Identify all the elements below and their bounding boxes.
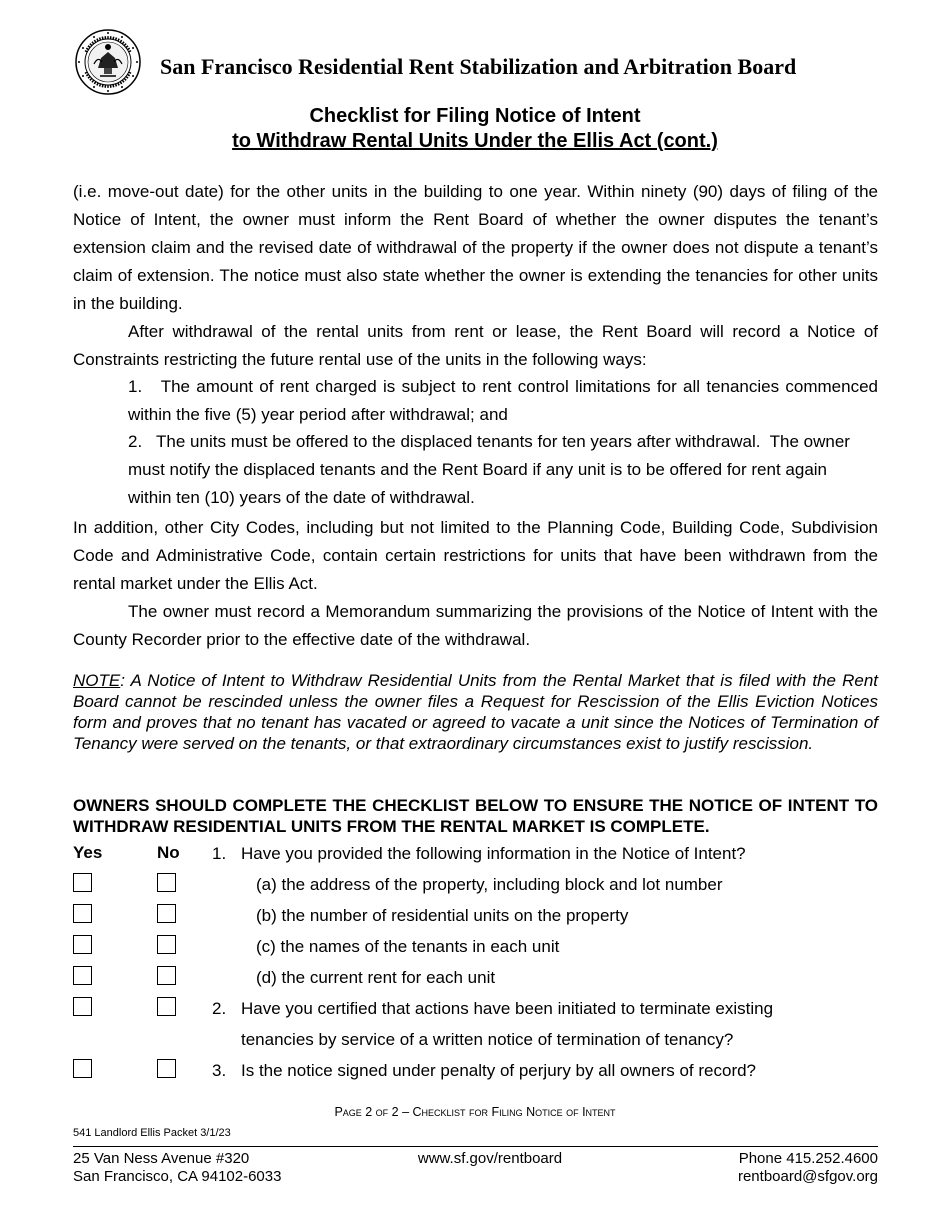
checklist-instruction: OWNERS SHOULD COMPLETE THE CHECKLIST BELOW TO ENSURE THE NOTICE OF INTENT TO WITHDRAW RESIDENTIAL UNITS FROM THE RENTAL MARKET IS COMPLETE.: [73, 796, 878, 836]
paragraph-extension: (i.e. move-out date) for the other units in the building to one year. Within ninety (90) days of filing of the Notice of Intent, the owner must inform the Rent Board of whether the owner disputes the tenant’s extension claim and the revised date of withdrawal of the property if the owner does not dispute a tenant’s claim of extension. The notice must also state whether the owner is extending the tenancies for other units in the building.: [73, 182, 878, 313]
address-line2: San Francisco, CA 94102-6033: [73, 1168, 282, 1185]
form-id: 541 Landlord Ellis Packet 3/1/23: [73, 1127, 231, 1139]
question-1b: (b) the number of residential units on the property: [256, 906, 629, 925]
question-1c: (c) the names of the tenants in each unit: [256, 937, 560, 956]
q1a-yes-checkbox[interactable]: [73, 873, 92, 892]
org-name: San Francisco Residential Rent Stabilization and Arbitration Board: [160, 54, 797, 79]
note-label: NOTE: [73, 671, 121, 690]
question-1-number: 1.: [212, 844, 227, 863]
question-2-line1: Have you certified that actions have been initiated to terminate existing: [241, 999, 774, 1018]
question-3-number: 3.: [212, 1061, 227, 1080]
constraint-item-1: 1. The amount of rent charged is subject to rent control limitations for all tenancies commenced within the five (5) year period after withdrawal; and: [128, 377, 878, 424]
q3-yes-checkbox[interactable]: [73, 1059, 92, 1078]
letterhead: [74, 28, 894, 98]
address-line1: 25 Van Ness Avenue #320: [73, 1150, 250, 1167]
q2-yes-checkbox[interactable]: [73, 997, 92, 1016]
q1a-no-checkbox[interactable]: [157, 873, 176, 892]
footer-divider: [73, 1146, 878, 1147]
question-3: Is the notice signed under penalty of perjury by all owners of record?: [241, 1061, 757, 1080]
paragraph-constraints: After withdrawal of the rental units from rent or lease, the Rent Board will record a Notice of Constraints restricting the future rental use of the units in the following ways:: [73, 322, 878, 369]
footer-website[interactable]: www.sf.gov/rentboard: [417, 1150, 563, 1167]
question-1: Have you provided the following information in the Notice of Intent?: [241, 844, 746, 863]
note-paragraph: [73, 670, 878, 754]
page-title-line2: to Withdraw Rental Units Under the Ellis Act (cont.): [232, 130, 718, 152]
footer-email[interactable]: rentboard@sfgov.org: [737, 1168, 878, 1185]
q1d-no-checkbox[interactable]: [157, 966, 176, 985]
q1c-no-checkbox[interactable]: [157, 935, 176, 954]
yes-column-header: Yes: [73, 843, 103, 862]
q3-no-checkbox[interactable]: [157, 1059, 176, 1078]
page-number-footer: Page 2 of 2 – Checklist for Filing Notice of Intent: [334, 1105, 616, 1119]
q2-no-checkbox[interactable]: [157, 997, 176, 1016]
constraint-item-2: 2. The units must be offered to the displaced tenants for ten years after withdrawal. The owner must notify the displaced tenants and the Rent Board if any unit is to be offered for rent again within ten (10) years of the date of withdrawal.: [128, 432, 850, 507]
paragraph-memorandum: The owner must record a Memorandum summarizing the provisions of the Notice of Intent with the County Recorder prior to the effective date of the withdrawal.: [73, 602, 878, 649]
q1b-yes-checkbox[interactable]: [73, 904, 92, 923]
q1d-yes-checkbox[interactable]: [73, 966, 92, 985]
note-text: : A Notice of Intent to Withdraw Residential Units from the Rental Market that is filed with the Rent Board cannot be rescinded unless the owner files a Request for Rescission of the Ellis Eviction Notices form and proves that no tenant has vacated or agreed to vacate a unit since the Notices of Termination of Tenancy were served on the tenants, or that extraordinary circumstances exist to justify rescission.: [73, 671, 878, 753]
question-1a: (a) the address of the property, including block and lot number: [256, 875, 723, 894]
city-seal-icon: [74, 28, 142, 96]
question-2-number: 2.: [212, 999, 227, 1018]
footer-phone: Phone 415.252.4600: [738, 1150, 878, 1167]
no-column-header: No: [157, 843, 180, 862]
page-title-line1: Checklist for Filing Notice of Intent: [309, 105, 641, 127]
q1b-no-checkbox[interactable]: [157, 904, 176, 923]
footer-contact: [738, 1150, 878, 1186]
paragraph-city-codes: In addition, other City Codes, including but not limited to the Planning Code, Building Code, Subdivision Code and Administrative Code, contain certain restrictions for units that have been withdrawn from the rental market under the Ellis Act.: [73, 518, 878, 593]
q1c-yes-checkbox[interactable]: [73, 935, 92, 954]
question-2-line2: tenancies by service of a written notice of termination of tenancy?: [241, 1030, 734, 1049]
question-1d: (d) the current rent for each unit: [256, 968, 496, 987]
